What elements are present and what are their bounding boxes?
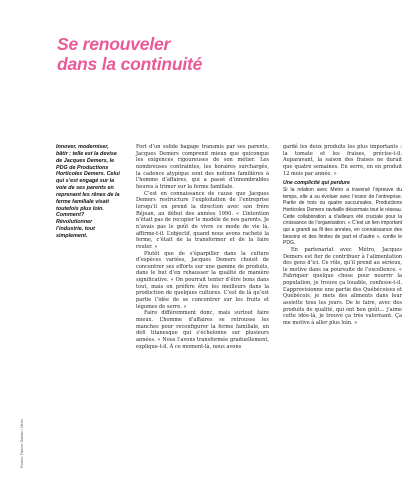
article-headline	[57, 34, 317, 74]
intro-lead: Innover, moderniser, bâtir : telle est la devise de Jacques Demers, le PDG de Productions Horticoles Demers. Celui qui s’est engagé sur la voie de ses parents en reprenant les rênes de la ferme familiale visait toutefois plus loin. Comment? Révolutionner l’industrie, tout simplement.	[56, 144, 120, 239]
body-column-middle	[136, 144, 269, 350]
paragraph: En partenariat avec Metro, Jacques Demers est fier de contribuer à l’alimentation des gens d’ici. Ce rôle, qu’il prend au sérieux, le motive dans sa poursuite de l’excellence. « Fabriquer quelque chose pour nourrir la population, je trouve ça louable, confesse-t-il. L’approvisionne une partie des Québécoises et Québécois, je mets des aliments dans leur assiette tous les jours. De le faire, avec des produits de qualité, qui ont bon goût… j’aime cette idée-là, je trouve ça très valorisant. Ça me motive à aller plus loin. »	[283, 246, 402, 327]
paragraph: gardé les deux produits les plus importants : la tomate et les fraises, précise-t-il. Auparavant, la saison des fraises ne durait que quatre semaines. En serre, on en produit 12 mois par année. »	[283, 144, 402, 177]
paragraph: Fort d’un solide bagage transmis par ses parents, Jacques Demers comprend mieux que quiconque les exigences rigoureuses de son métier. Les nombreuses contraintes, les horaires surchargés, la cadence atypique sont des notions familières à l’homme d’affaires, qui a passé d’innombrables heures à trimer sur la ferme familiale.	[136, 144, 269, 190]
paragraph: C’est en connaissance de cause que Jacques Demers restructure l’exploitation de l’entreprise lorsqu’il en prend la direction avec son frère Réjean, au début des années 1990. « L’intention n’était pas de recopier le modèle de nos parents. Je n’avais pas le goût de vivre ce mode de vie là, affirme-t-il. L’objectif, quand nous avons racheté la ferme, c’était de la transformer et de la faire rouler. »	[136, 190, 269, 250]
photo-credit: Photos: Fabrice Gaëtan / Metro	[20, 419, 24, 468]
headline-line-2: dans la continuité	[57, 54, 203, 74]
paragraph: Faire différemment donc, mais surtout faire mieux. L’homme d’affaires se retrousse les manches pour reconfigurer la ferme familiale, un défi titanesque qui s’échelonne sur plusieurs années. « Nous l’avons transformée graduellement, explique-t-il. À ce moment-là, nous avons	[136, 310, 269, 350]
paragraph: Si la relation avec Metro a traversé l’épreuve du temps, elle a su évoluer avec l’essor de l’entreprise. Partie de trois ou quatre succursales, Productions Horticoles Demers ravitaille désormais tout le réseau. Cette collaboration a d’ailleurs été cruciale pour la croissance de l’organisation. « C’est un lien important qui a grandi au fil des années, en connaissance des besoins et des limites de part et d’autre », confie le PDG.	[283, 186, 402, 247]
section-subhead: Une complicité qui perdure	[283, 180, 350, 187]
body-column-right	[283, 144, 402, 327]
paragraph: Plutôt que de s’éparpiller dans la culture d’espèces variées, Jacques Demers choisit de concentrer ses efforts sur une gamme de produits, dans le but d’en rehausser la qualité de manière significative. « On pourrait tenter d’être bons dans tout, mais on préfère être les meilleurs dans la production de quelques cultures. C’est de là qu’est partie l’idée de se concentrer sur les fruits et légumes de serre. »	[136, 250, 269, 310]
headline-line-1: Se renouveler	[57, 34, 171, 54]
